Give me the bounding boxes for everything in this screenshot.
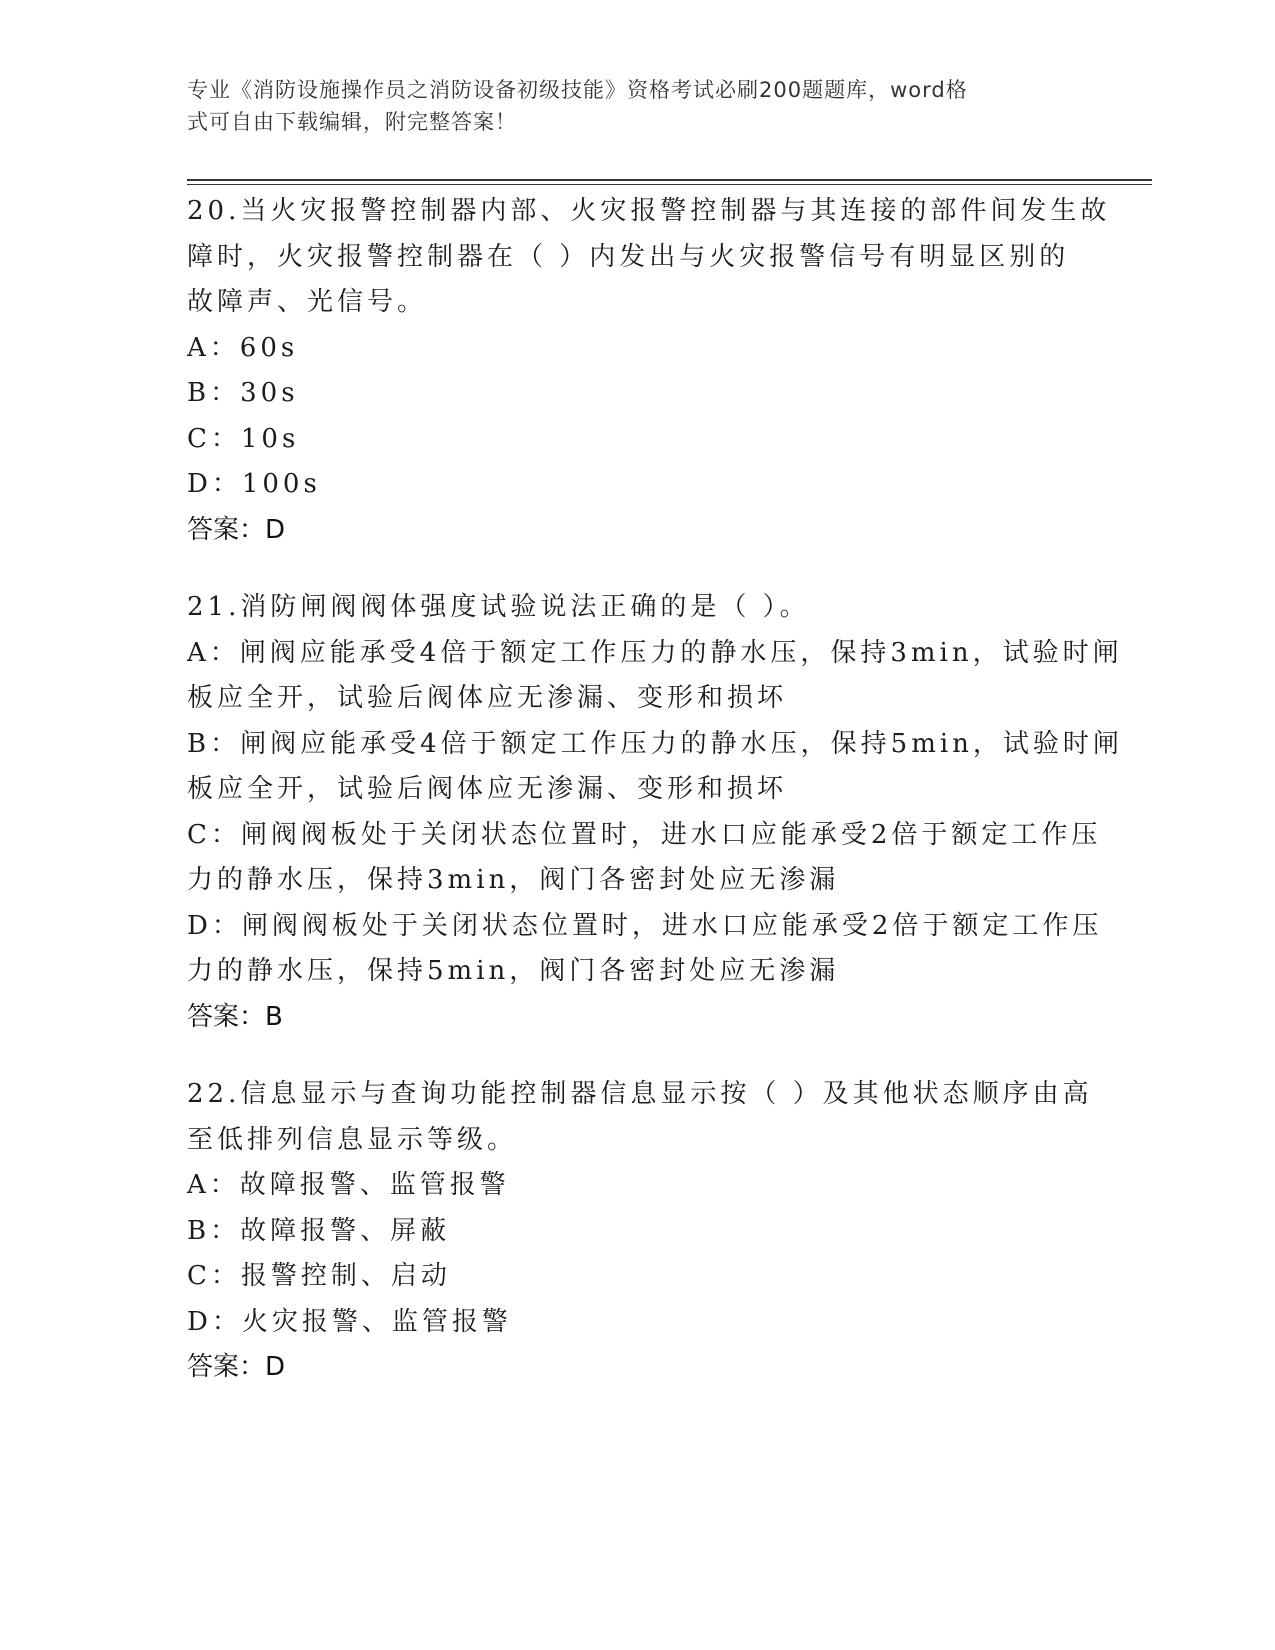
option-d	[187, 462, 1087, 508]
option-line: 力的静水压，保持3min，阀门各密封处应无渗漏	[187, 865, 840, 895]
option-line: 板应全开，试验后阀体应无渗漏、变形和损坏	[187, 683, 788, 713]
stem-line: 至低排列信息显示等级。	[187, 1124, 518, 1155]
stem-line: 21.消防闸阀阀体强度试验说法正确的是（ ）。	[187, 592, 810, 622]
option-line: B：30s	[187, 378, 299, 408]
question-stem	[187, 585, 1087, 631]
header-divider-thick	[187, 179, 1152, 181]
option-line: 板应全开，试验后阀体应无渗漏、变形和损坏	[187, 774, 788, 804]
question-21	[187, 585, 1123, 1040]
answer-label: 答案：D	[187, 514, 286, 545]
option-line: A：闸阀应能承受4倍于额定工作压力的静水压，保持3min，试验时闸	[187, 637, 1123, 668]
option-a	[187, 631, 1123, 722]
question-20	[187, 189, 1111, 553]
option-d	[187, 1300, 1087, 1346]
option-line: B：故障报警、屏蔽	[187, 1215, 451, 1246]
option-b	[187, 722, 1123, 813]
stem-line: 20.当火灾报警控制器内部、火灾报警控制器与其连接的部件间发生故	[187, 196, 1111, 226]
answer-label: 答案：B	[187, 1001, 283, 1032]
option-b	[187, 1209, 1087, 1255]
header-divider-thin	[187, 184, 1152, 185]
option-line: C：报警控制、启动	[187, 1261, 451, 1291]
question-stem	[187, 1072, 1093, 1163]
option-line: A：60s	[187, 332, 299, 363]
option-line: D：火灾报警、监管报警	[187, 1306, 512, 1337]
question-22	[187, 1072, 1093, 1391]
option-a	[187, 1163, 1087, 1209]
option-c	[187, 813, 1102, 904]
answer-label: 答案：D	[187, 1352, 286, 1382]
header-line-1: 专业《消防设施操作员之消防设备初级技能》资格考试必刷200题题库，word格	[187, 78, 968, 102]
option-c	[187, 1254, 1087, 1300]
option-line: D：100s	[187, 469, 321, 499]
question-stem	[187, 189, 1111, 326]
option-a	[187, 326, 1087, 372]
question-list	[187, 189, 1123, 1423]
option-line: 力的静水压，保持5min，阀门各密封处应无渗漏	[187, 956, 840, 986]
document-header	[187, 74, 1067, 138]
stem-line: 故障声、光信号。	[187, 287, 428, 317]
option-c	[187, 417, 1087, 463]
option-d	[187, 904, 1103, 995]
option-line: B：闸阀应能承受4倍于额定工作压力的静水压，保持5min，试验时闸	[187, 728, 1123, 759]
option-line: A：故障报警、监管报警	[187, 1170, 510, 1200]
header-line-2: 式可自由下载编辑，附完整答案！	[187, 110, 517, 134]
stem-line: 22.信息显示与查询功能控制器信息显示按（ ）及其他状态顺序由高	[187, 1079, 1093, 1109]
option-b	[187, 371, 1087, 417]
stem-line: 障时，火灾报警控制器在（ ）内发出与火灾报警信号有明显区别的	[187, 241, 1070, 272]
option-line: D：闸阀阀板处于关闭状态位置时，进水口应能承受2倍于额定工作压	[187, 910, 1103, 941]
option-line: C：10s	[187, 423, 300, 454]
option-line: C：闸阀阀板处于关闭状态位置时，进水口应能承受2倍于额定工作压	[187, 819, 1102, 850]
